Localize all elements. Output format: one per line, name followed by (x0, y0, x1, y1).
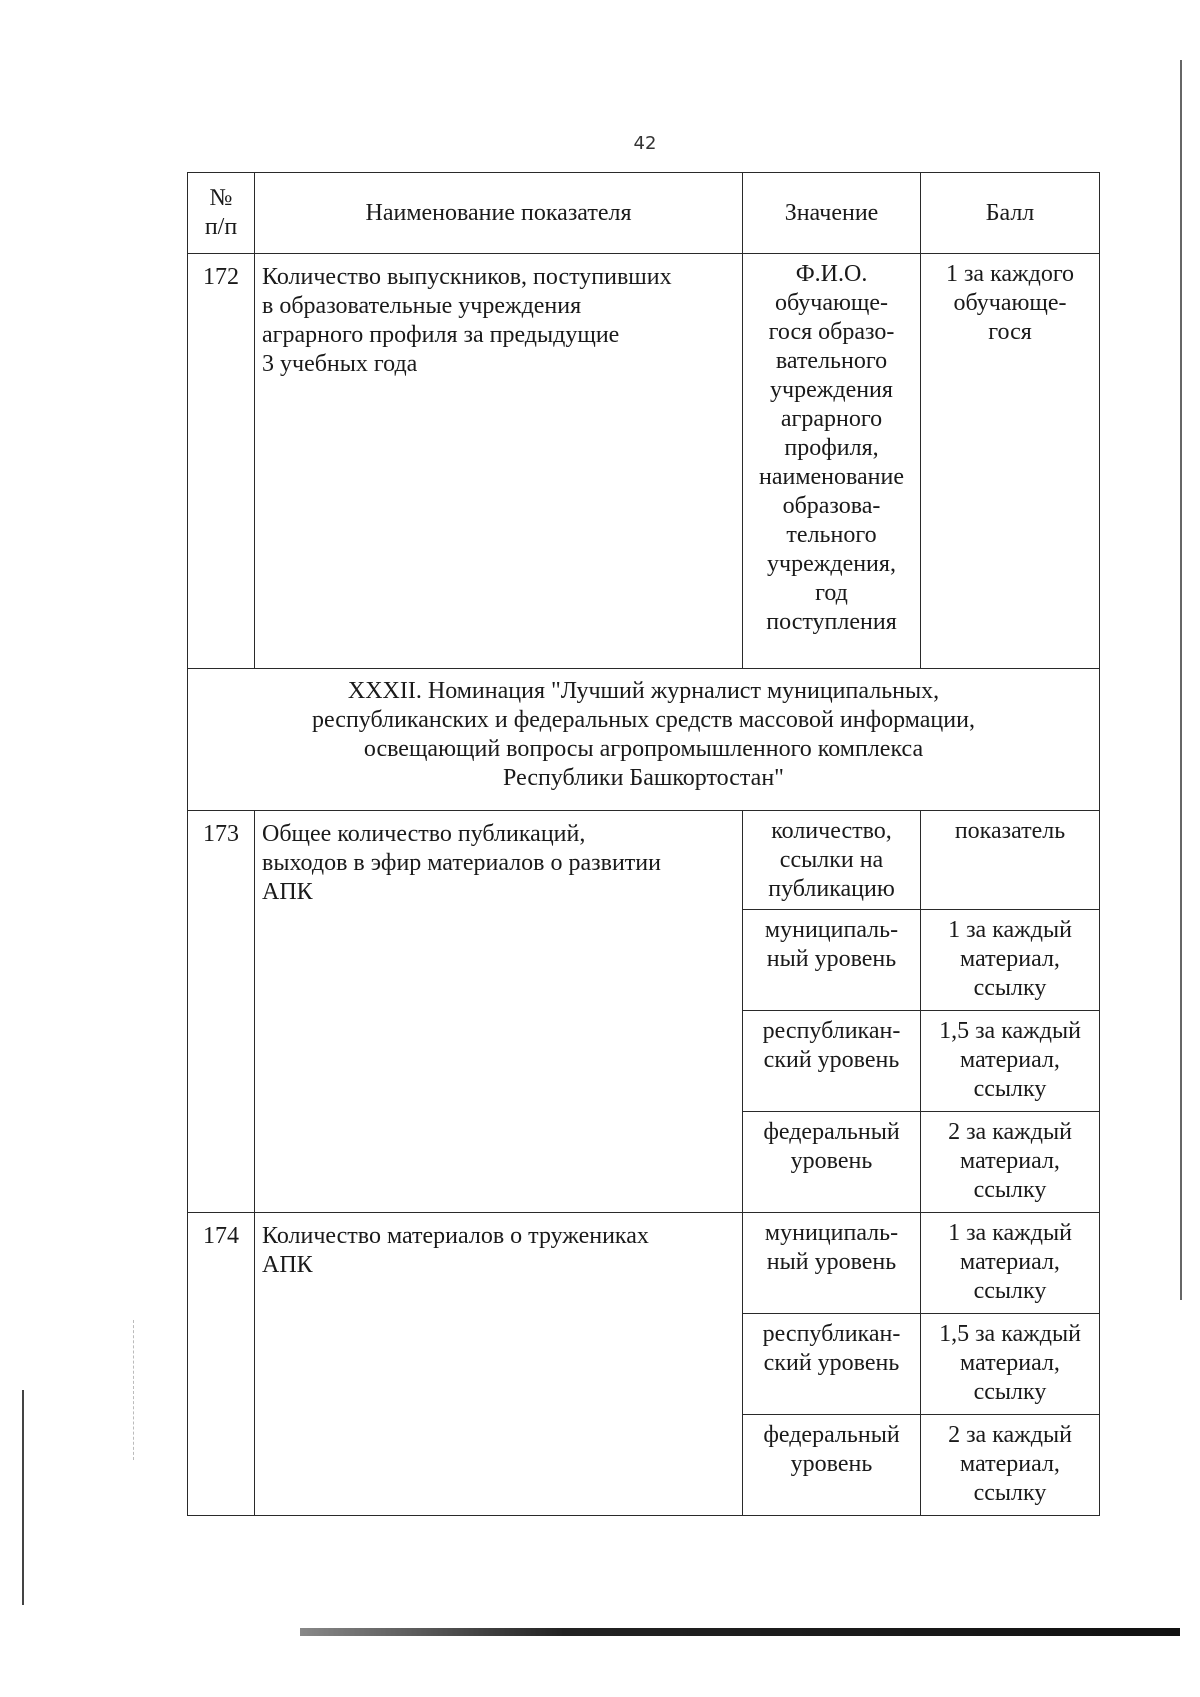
header-score: Балл (921, 173, 1100, 254)
header-num: № п/п (188, 173, 255, 254)
indicator-value: республикан- ский уровень (743, 1011, 921, 1112)
header-value: Значение (743, 173, 921, 254)
indicator-score: 1,5 за каждый материал, ссылку (921, 1314, 1100, 1415)
header-name: Наименование показателя (255, 173, 743, 254)
scan-edge-left (22, 1390, 24, 1605)
indicator-value: Ф.И.О. обучающе- гося образо- вательного учреждения аграрного профиля, наименование образова- тельного учреждения, год поступления (743, 254, 921, 669)
scan-artifact (133, 1320, 135, 1460)
indicator-score: 1 за каждый материал, ссылку (921, 1213, 1100, 1314)
row-number: 174 (188, 1213, 255, 1516)
table-row (188, 811, 1100, 910)
indicator-score: 1 за каждого обучающе- гося (921, 254, 1100, 669)
indicator-value: федеральный уровень (743, 1415, 921, 1516)
table-header-row (188, 173, 1100, 254)
indicator-name: Количество выпускников, поступивших в образовательные учреждения аграрного профиля за предыдущие 3 учебных года (255, 254, 743, 669)
scan-edge-bottom (300, 1628, 1180, 1636)
section-title: XXXII. Номинация "Лучший журналист муниципальных, республиканских и федеральных средств массовой информации, освещающий вопросы агропромышленного комплекса Республики Башкортостан" (188, 669, 1100, 811)
table-row (188, 254, 1100, 669)
indicator-name: Общее количество публикаций, выходов в эфир материалов о развитии АПК (255, 811, 743, 1213)
section-row (188, 669, 1100, 811)
indicator-table (187, 172, 1100, 1516)
indicator-value: федеральный уровень (743, 1112, 921, 1213)
page-number: 42 (633, 133, 657, 154)
indicator-value: муниципаль- ный уровень (743, 1213, 921, 1314)
indicator-score: 1,5 за каждый материал, ссылку (921, 1011, 1100, 1112)
indicator-score: 2 за каждый материал, ссылку (921, 1415, 1100, 1516)
row-number: 173 (188, 811, 255, 1213)
indicator-name: Количество материалов о тружениках АПК (255, 1213, 743, 1516)
indicator-score: показатель (921, 811, 1100, 910)
indicator-value: муниципаль- ный уровень (743, 910, 921, 1011)
indicator-value: количество, ссылки на публикацию (743, 811, 921, 910)
table-row (188, 1213, 1100, 1314)
row-number: 172 (188, 254, 255, 669)
indicator-value: республикан- ский уровень (743, 1314, 921, 1415)
indicator-score: 1 за каждый материал, ссылку (921, 910, 1100, 1011)
indicator-score: 2 за каждый материал, ссылку (921, 1112, 1100, 1213)
scan-edge-right (1180, 60, 1182, 1300)
